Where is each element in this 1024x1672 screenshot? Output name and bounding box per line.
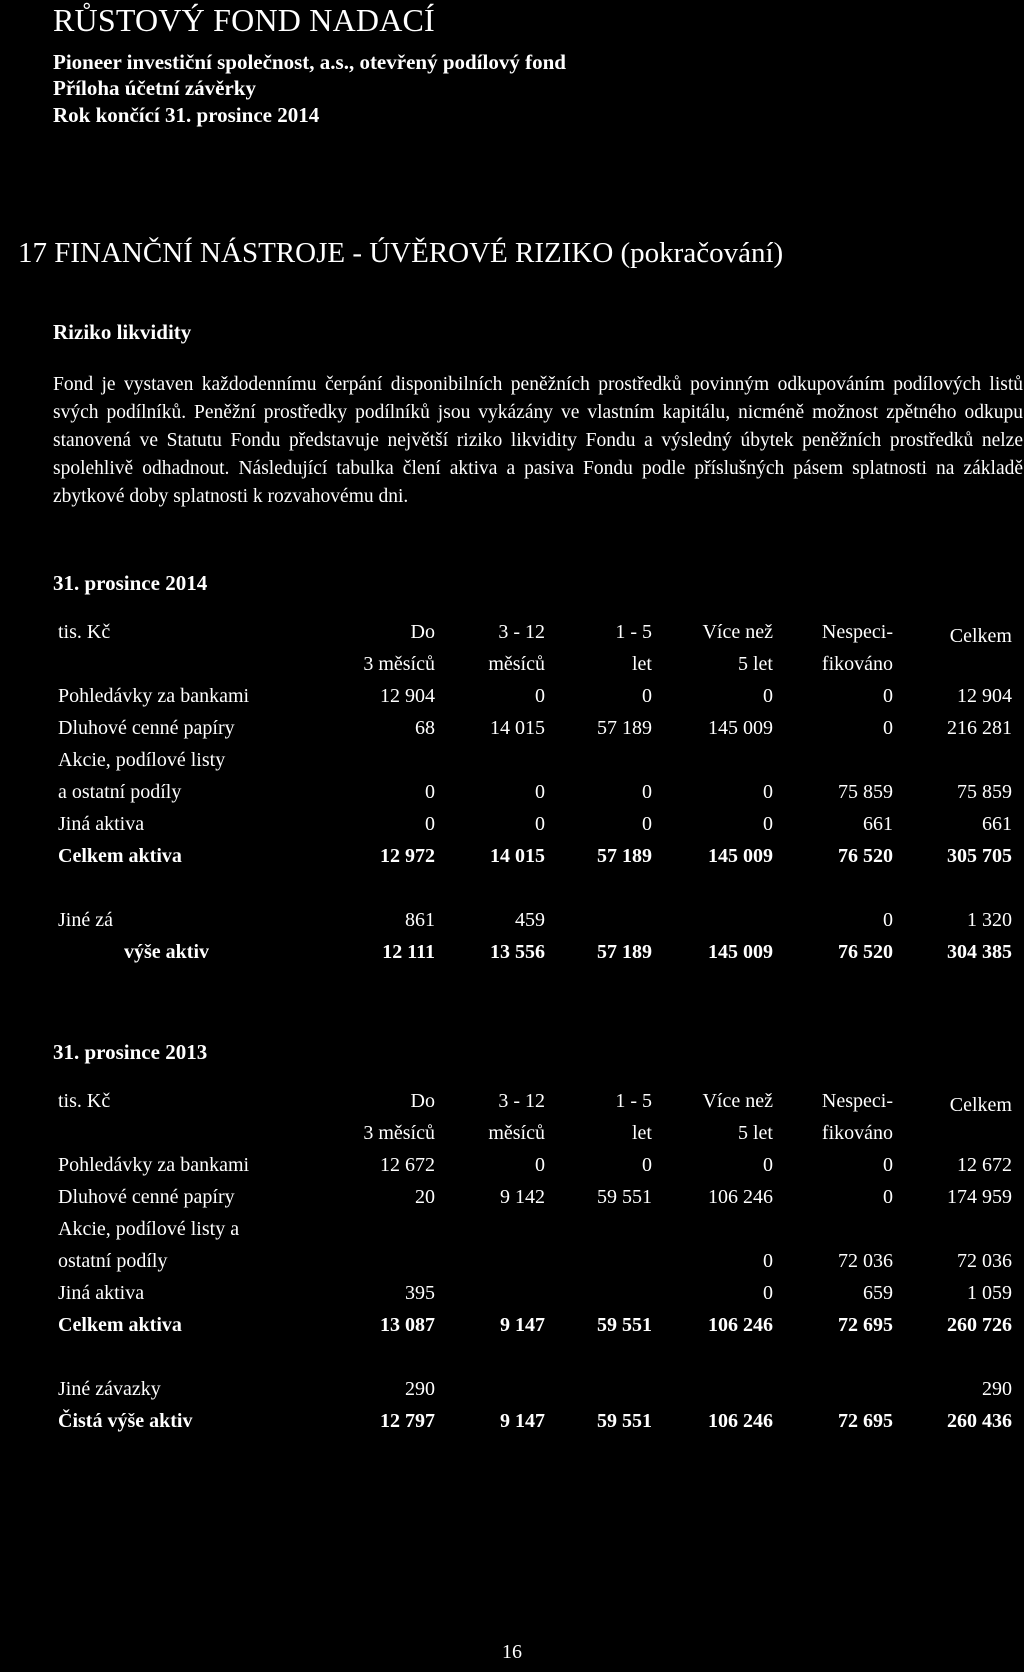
attachment-label: Příloha účetní závěrky: [53, 76, 256, 100]
table-cell: 0: [425, 781, 435, 803]
column-header: 3 měsíců: [363, 1122, 435, 1144]
row-label: a ostatní podíly: [58, 781, 182, 803]
table-cell: 0: [535, 1154, 545, 1176]
table-cell: 0: [642, 813, 652, 835]
table-cell: 0: [642, 1154, 652, 1176]
row-label: Celkem aktiva: [58, 845, 182, 867]
table-cell: 0: [763, 1250, 773, 1272]
table-cell: 106 246: [708, 1186, 773, 1208]
table-cell: 216 281: [947, 717, 1012, 739]
table-cell: 75 859: [838, 781, 893, 803]
column-header: Více než: [702, 621, 773, 643]
company-name: Pioneer investiční společnost, a.s., otevřený podílový fond: [53, 50, 566, 74]
row-label: Akcie, podílové listy: [58, 749, 226, 771]
table-cell: 59 551: [597, 1314, 652, 1336]
table-unit-label: tis. Kč: [58, 1090, 111, 1112]
column-header: let: [632, 1122, 652, 1144]
table-cell: 59 551: [597, 1410, 652, 1432]
table-cell: 0: [763, 781, 773, 803]
table-cell: 0: [883, 685, 893, 707]
row-label: ostatní podíly: [58, 1250, 168, 1272]
table-cell: 57 189: [597, 717, 652, 739]
table-cell: 76 520: [838, 941, 893, 963]
table-cell: 106 246: [708, 1314, 773, 1336]
table-cell: 1 059: [967, 1282, 1012, 1304]
table-cell: 14 015: [490, 717, 545, 739]
table-cell: 0: [535, 813, 545, 835]
table-cell: 260 726: [947, 1314, 1012, 1336]
row-label: Celkem aktiva: [58, 1314, 182, 1336]
column-header: fikováno: [821, 653, 893, 675]
column-header: let: [632, 653, 652, 675]
table-cell: 145 009: [708, 717, 773, 739]
column-header: Celkem: [949, 625, 1012, 647]
table-date-label: 31. prosince 2013: [53, 1040, 208, 1064]
table-cell: 57 189: [597, 941, 652, 963]
row-label: Dluhové cenné papíry: [58, 1186, 235, 1208]
row-label: Akcie, podílové listy a: [58, 1218, 240, 1240]
table-cell: 0: [883, 1186, 893, 1208]
table-cell: 659: [863, 1282, 893, 1304]
table-cell: 12 904: [380, 685, 435, 707]
table-cell: 305 705: [947, 845, 1012, 867]
row-label: výše aktiv: [124, 941, 209, 963]
table-cell: 72 695: [838, 1314, 893, 1336]
table-cell: 0: [763, 1154, 773, 1176]
table-cell: 174 959: [947, 1186, 1012, 1208]
table-cell: 0: [883, 909, 893, 931]
table-cell: 0: [535, 685, 545, 707]
column-header: Do: [410, 621, 435, 643]
section-subtitle: Riziko likvidity: [53, 320, 192, 344]
table-cell: 12 972: [380, 845, 435, 867]
table-cell: 75 859: [957, 781, 1012, 803]
table-cell: 72 036: [838, 1250, 893, 1272]
table-cell: 9 147: [500, 1410, 545, 1432]
table-cell: 76 520: [838, 845, 893, 867]
table-cell: 290: [982, 1378, 1012, 1400]
table-cell: 0: [763, 685, 773, 707]
page-number: 16: [502, 1641, 522, 1663]
table-cell: 59 551: [597, 1186, 652, 1208]
table-cell: 72 036: [957, 1250, 1012, 1272]
column-header: měsíců: [488, 653, 545, 675]
table-cell: 0: [642, 781, 652, 803]
column-header: 5 let: [738, 1122, 773, 1144]
table-cell: 395: [405, 1282, 435, 1304]
row-label: Pohledávky za bankami: [58, 685, 250, 707]
table-cell: 0: [535, 781, 545, 803]
table-cell: 661: [982, 813, 1012, 835]
table-cell: 0: [763, 813, 773, 835]
table-cell: 12 111: [382, 941, 435, 963]
section-title: 17 FINANČNÍ NÁSTROJE - ÚVĚROVÉ RIZIKO (pokračování): [18, 237, 784, 269]
column-header: Více než: [702, 1090, 773, 1112]
table-cell: 12 672: [957, 1154, 1012, 1176]
table-cell: 0: [763, 1282, 773, 1304]
table-cell: 304 385: [947, 941, 1012, 963]
column-header: 1 - 5: [615, 1090, 652, 1112]
table-cell: 106 246: [708, 1410, 773, 1432]
document-title: RŮSTOVÝ FOND NADACÍ: [53, 2, 435, 38]
table-cell: 861: [405, 909, 435, 931]
column-header: Nespeci-: [821, 1090, 893, 1112]
table-cell: 9 147: [500, 1314, 545, 1336]
table-cell: 57 189: [597, 845, 652, 867]
column-header: 5 let: [738, 653, 773, 675]
row-label: Jiné zá: [58, 909, 113, 931]
table-cell: 661: [863, 813, 893, 835]
row-label: Jiná aktiva: [58, 1282, 145, 1304]
column-header: 1 - 5: [615, 621, 652, 643]
row-label: Jiné závazky: [58, 1378, 161, 1400]
table-cell: 145 009: [708, 941, 773, 963]
table-cell: 12 904: [957, 685, 1012, 707]
column-header: fikováno: [821, 1122, 893, 1144]
column-header: 3 - 12: [498, 621, 545, 643]
table-cell: 13 556: [490, 941, 545, 963]
column-header: Do: [410, 1090, 435, 1112]
row-label: Dluhové cenné papíry: [58, 717, 235, 739]
table-cell: 0: [883, 717, 893, 739]
table-cell: 14 015: [490, 845, 545, 867]
column-header: Nespeci-: [821, 621, 893, 643]
year-label: Rok končící 31. prosince 2014: [53, 103, 320, 127]
table-cell: 9 142: [500, 1186, 545, 1208]
column-header: měsíců: [488, 1122, 545, 1144]
table-cell: 0: [425, 813, 435, 835]
table-cell: 13 087: [380, 1314, 435, 1336]
row-label: Pohledávky za bankami: [58, 1154, 250, 1176]
table-cell: 12 672: [380, 1154, 435, 1176]
table-cell: 0: [642, 685, 652, 707]
column-header: Celkem: [949, 1094, 1012, 1116]
table-cell: 68: [415, 717, 435, 739]
column-header: 3 měsíců: [363, 653, 435, 675]
table-cell: 290: [405, 1378, 435, 1400]
table-cell: 12 797: [380, 1410, 435, 1432]
table-cell: 72 695: [838, 1410, 893, 1432]
section-paragraph: Fond je vystaven každodennímu čerpání disponibilních peněžních prostředků povinným odkupováním podílových listů svých podílníků. Peněžní prostředky podílníků jsou vykázány ve vlastním kapitálu, nicméně možnost zpětného odkupu stanovená ve Statutu Fondu představuje největší riziko likvidity Fondu a výsledný úbytek peněžních prostředků nelze spolehlivě odhadnout. Následující tabulka člení aktiva a pasiva Fondu podle příslušných pásem splatnosti na základě zbytkové doby splatnosti k rozvahovému dni.: [53, 374, 1023, 507]
row-label: Čistá výše aktiv: [58, 1410, 193, 1432]
table-date-label: 31. prosince 2014: [53, 571, 208, 595]
table-cell: 145 009: [708, 845, 773, 867]
table-cell: 0: [883, 1154, 893, 1176]
table-cell: 260 436: [947, 1410, 1012, 1432]
column-header: 3 - 12: [498, 1090, 545, 1112]
table-unit-label: tis. Kč: [58, 621, 111, 643]
table-cell: 20: [415, 1186, 435, 1208]
table-cell: 1 320: [967, 909, 1012, 931]
row-label: Jiná aktiva: [58, 813, 145, 835]
table-cell: 459: [515, 909, 545, 931]
